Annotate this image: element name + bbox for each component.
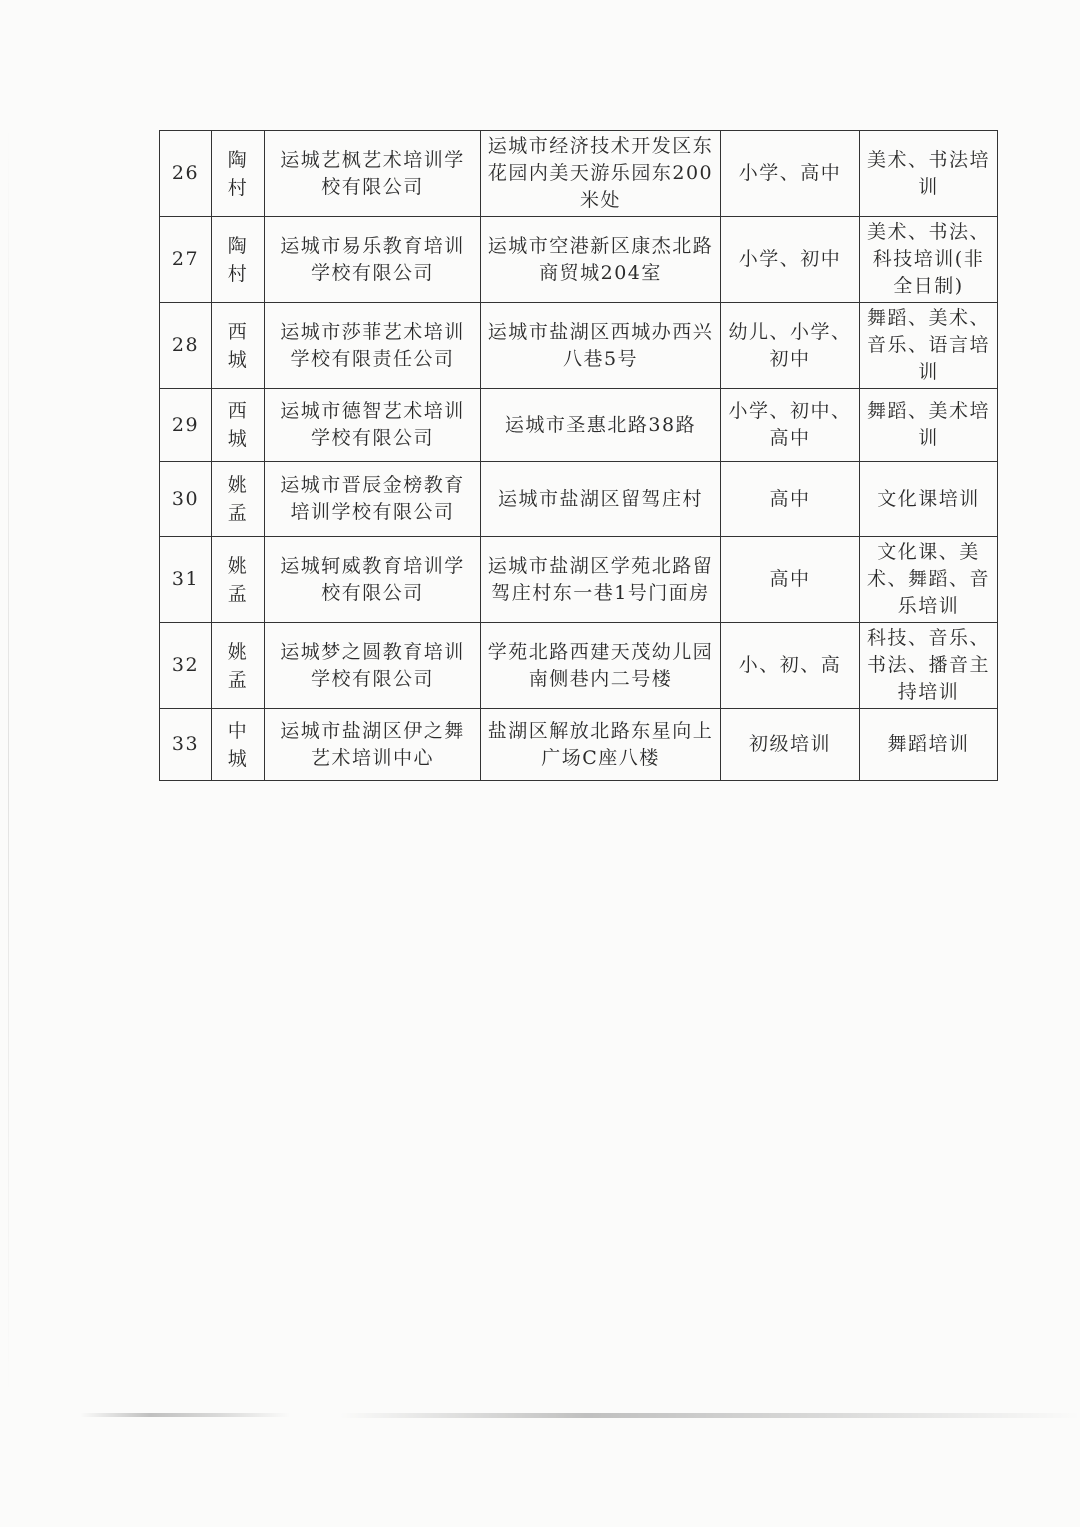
- area-char: 城: [227, 428, 249, 450]
- school-level: 幼儿、小学、初中: [721, 303, 860, 389]
- training-scope: 舞蹈、美术培训: [860, 389, 998, 462]
- table-row: [160, 462, 998, 537]
- table-row: [160, 389, 998, 462]
- area-char: 孟: [227, 502, 249, 524]
- area-char: 姚: [227, 554, 249, 577]
- school-name: 运城市德智艺术培训学校有限公司: [265, 389, 481, 462]
- area-cell: [212, 217, 265, 303]
- area-char: 孟: [227, 582, 249, 605]
- row-number: 27: [160, 217, 212, 303]
- school-name: 运城梦之圆教育培训学校有限公司: [265, 623, 481, 709]
- training-scope: 文化课培训: [860, 462, 998, 537]
- school-name: 运城市盐湖区伊之舞艺术培训中心: [265, 709, 481, 781]
- area-char: 陶: [227, 148, 249, 171]
- training-scope: 舞蹈、美术、音乐、语言培训: [860, 303, 998, 389]
- training-scope: 美术、书法培训: [860, 131, 998, 217]
- school-level: 高中: [721, 537, 860, 623]
- row-number: 32: [160, 623, 212, 709]
- area-char: 城: [227, 348, 249, 371]
- area-cell: [212, 131, 265, 217]
- school-level: 小学、初中: [721, 217, 860, 303]
- school-name: 运城艺枫艺术培训学校有限公司: [265, 131, 481, 217]
- school-address: 运城市经济技术开发区东花园内美天游乐园东200米处: [481, 131, 721, 217]
- school-address: 运城市盐湖区留驾庄村: [481, 462, 721, 537]
- area-char: 西: [227, 320, 249, 343]
- school-name: 运城市晋辰金榜教育培训学校有限公司: [265, 462, 481, 537]
- row-number: 31: [160, 537, 212, 623]
- area-char: 村: [227, 262, 249, 285]
- table-row: [160, 709, 998, 781]
- table-row: [160, 131, 998, 217]
- area-char: 西: [227, 400, 249, 422]
- table-row: [160, 303, 998, 389]
- school-address: 运城市空港新区康杰北路商贸城204室: [481, 217, 721, 303]
- area-char: 中: [227, 719, 249, 742]
- row-number: 30: [160, 462, 212, 537]
- area-cell: [212, 462, 265, 537]
- page-edge: [8, 120, 9, 1400]
- scan-streak: [340, 1413, 1080, 1418]
- school-level: 小学、初中、高中: [721, 389, 860, 462]
- school-level: 初级培训: [721, 709, 860, 781]
- area-char: 姚: [227, 474, 249, 496]
- row-number: 33: [160, 709, 212, 781]
- area-cell: [212, 389, 265, 462]
- area-char: 姚: [227, 640, 249, 663]
- row-number: 28: [160, 303, 212, 389]
- school-address: 学苑北路西建天茂幼儿园南侧巷内二号楼: [481, 623, 721, 709]
- area-char: 城: [227, 747, 249, 770]
- training-scope: 舞蹈培训: [860, 709, 998, 781]
- area-char: 村: [227, 176, 249, 199]
- area-cell: [212, 537, 265, 623]
- training-scope: 文化课、美术、舞蹈、音乐培训: [860, 537, 998, 623]
- training-scope: 科技、音乐、书法、播音主持培训: [860, 623, 998, 709]
- table-row: [160, 623, 998, 709]
- school-level: 小、初、高: [721, 623, 860, 709]
- school-level: 小学、高中: [721, 131, 860, 217]
- area-cell: [212, 623, 265, 709]
- table-row: [160, 537, 998, 623]
- row-number: 26: [160, 131, 212, 217]
- school-name: 运城市易乐教育培训学校有限公司: [265, 217, 481, 303]
- area-cell: [212, 709, 265, 781]
- school-level: 高中: [721, 462, 860, 537]
- school-address: 运城市盐湖区学苑北路留驾庄村东一巷1号门面房: [481, 537, 721, 623]
- table-row: [160, 217, 998, 303]
- area-char: 陶: [227, 234, 249, 257]
- school-list-table: [159, 130, 998, 781]
- area-char: 孟: [227, 668, 249, 691]
- row-number: 29: [160, 389, 212, 462]
- school-address: 运城市圣惠北路38路: [481, 389, 721, 462]
- school-name: 运城市莎菲艺术培训学校有限责任公司: [265, 303, 481, 389]
- area-cell: [212, 303, 265, 389]
- school-address: 盐湖区解放北路东星向上广场C座八楼: [481, 709, 721, 781]
- training-scope: 美术、书法、科技培训(非全日制): [860, 217, 998, 303]
- school-address: 运城市盐湖区西城办西兴八巷5号: [481, 303, 721, 389]
- school-name: 运城轲威教育培训学校有限公司: [265, 537, 481, 623]
- scan-streak: [80, 1413, 290, 1417]
